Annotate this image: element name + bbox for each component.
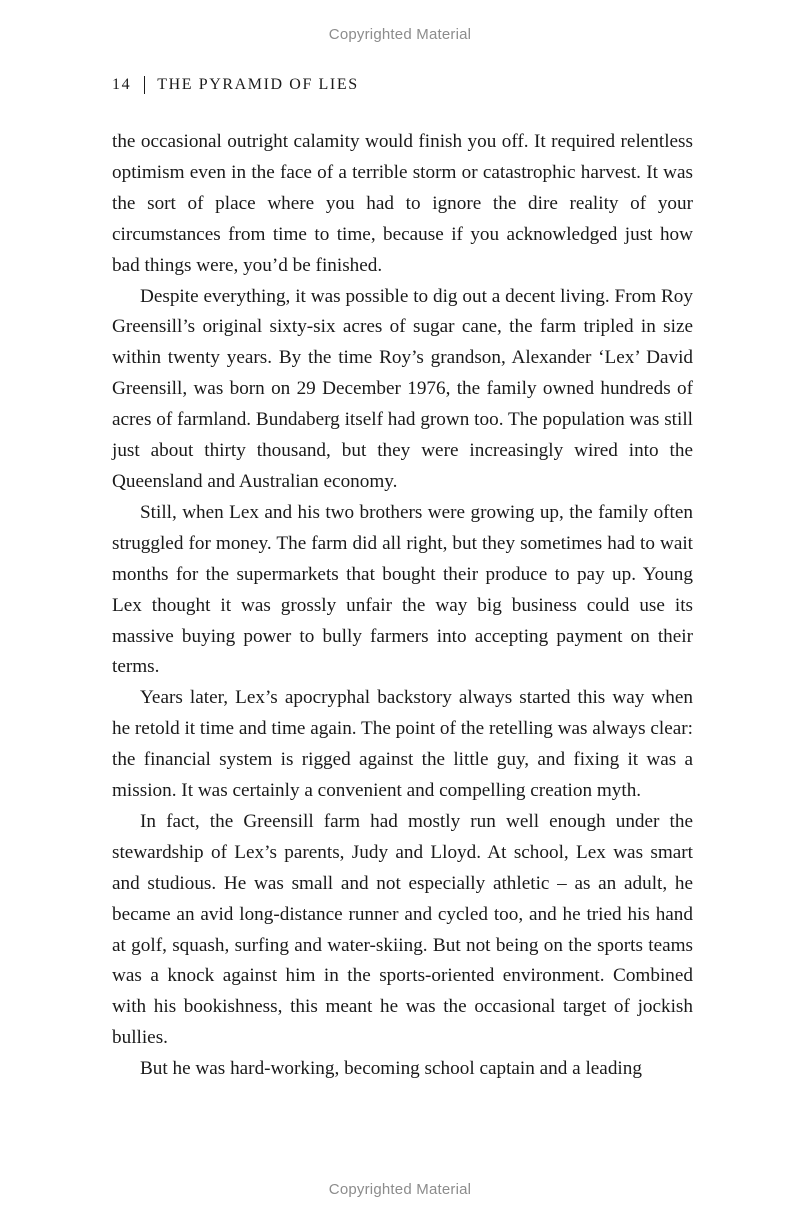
paragraph: In fact, the Greensill farm had mostly run well enough under the stewardship of Lex’s parents, Judy and Lloyd. At school, Lex was smart and studious. He was small and not especially athletic – as an adult, he became an avid long-distance runner and cycled too, and he tried his hand at golf, squash, surfing and water-skiing. But not being on the sports teams was a knock against him in the sports-oriented environment. Combined with his bookishness, this meant he was the occasional target of jockish bullies. [112, 810, 693, 1049]
copyright-watermark-bottom: Copyrighted Material [328, 1181, 472, 1198]
page-number: 14 [112, 76, 132, 93]
paragraph: Despite everything, it was possible to dig out a decent living. From Roy Greensill’s original sixty-six acres of sugar cane, the farm tripled in size within twenty years. By the time Roy’s grandson, Alexander ‘Lex’ David Greensill, was born on 29 December 1976, the family owned hundreds of acres of farmland. Bundaberg itself had grown too. The population was still just about thirty thousand, but they were increasingly wired into the Queensland and Australian economy. [112, 285, 693, 492]
paragraph-last: But he was hard-working, becoming school captain and a leading [140, 1058, 642, 1080]
paragraph: Years later, Lex’s apocryphal backstory always started this way when he retold it time and time again. The point of the retelling was always clear: the financial system is rigged against the little guy, and fixing it was a mission. It was certainly a convenient and compelling creation myth. [112, 687, 693, 802]
running-head [112, 76, 359, 94]
book-title: THE PYRAMID OF LIES [157, 76, 359, 93]
paragraph-continued: the occasional outright calamity would finish you off. It required relentless optimism even in the face of a terrible storm or catastrophic harvest. It was the sort of place where you had to ignore the dire reality of your circumstances from time to time, because if you acknowledged just how bad things were, you’d be finished. [112, 131, 693, 276]
copyright-watermark-top: Copyrighted Material [328, 26, 472, 43]
running-head-divider [144, 76, 145, 94]
body-text [112, 127, 693, 1085]
paragraph: Still, when Lex and his two brothers were growing up, the family often struggled for money. The farm did all right, but they sometimes had to wait months for the supermarkets that bought their produce to pay up. Young Lex thought it was grossly unfair the way big business could use its massive buying power to bully farmers into accepting payment on their terms. [112, 501, 693, 678]
